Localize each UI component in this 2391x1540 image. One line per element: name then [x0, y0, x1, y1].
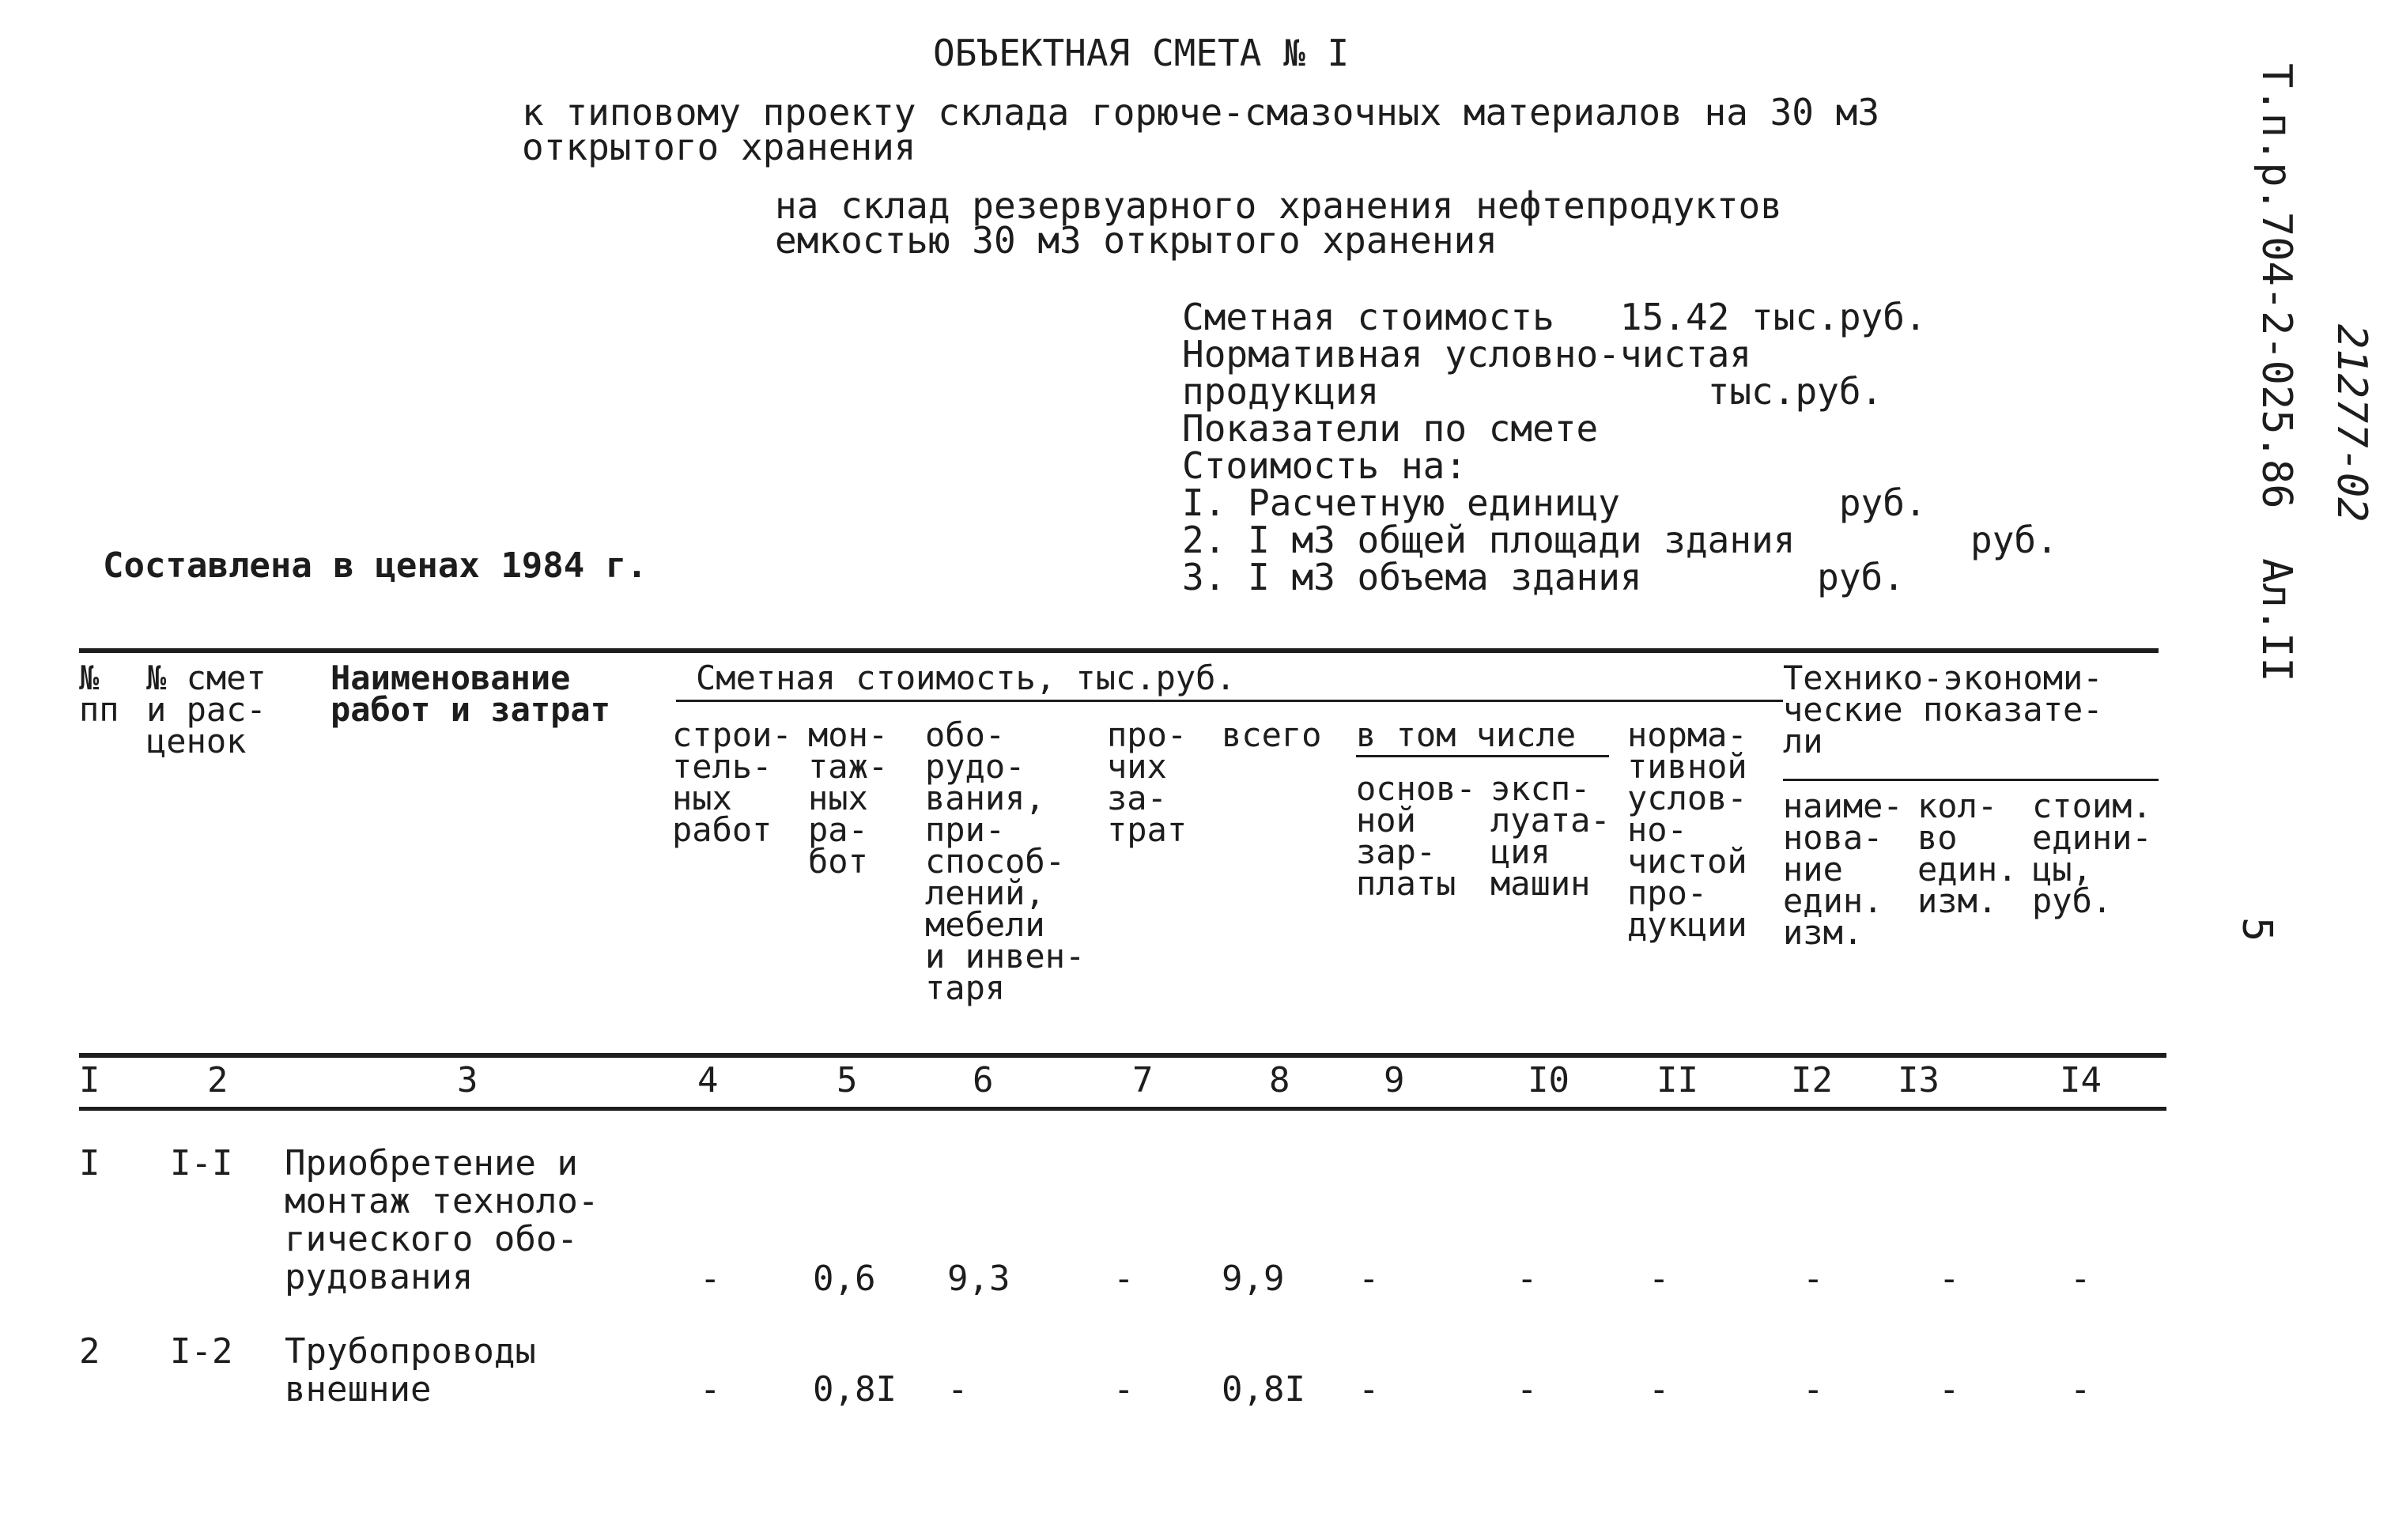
- col-number: 5: [837, 1060, 858, 1100]
- inventory-number: 21277-02: [2328, 324, 2375, 523]
- row2-number: 2: [79, 1331, 100, 1372]
- row1-c4: -: [700, 1259, 721, 1299]
- row2-c14: -: [2070, 1369, 2091, 1410]
- header-col-6: обо- рудо- вания, при- способ- лений, мебели и инвен- таря: [925, 715, 1086, 1007]
- prices-note: Составлена в ценах 1984 г.: [103, 545, 648, 586]
- row1-c9: -: [1358, 1259, 1380, 1299]
- row1-c8: 9,9: [1222, 1259, 1285, 1299]
- header-col-1: № пп: [79, 659, 119, 729]
- row2-c12: -: [1803, 1369, 1824, 1410]
- col-number: 2: [207, 1060, 229, 1100]
- header-col-10: эксп- луата- ция машин: [1490, 769, 1611, 903]
- col-number: I0: [1528, 1060, 1569, 1100]
- header-col-12: наиме- нова- ние един. изм.: [1783, 787, 1903, 952]
- header-col-14: стоим. едини- цы, руб.: [2032, 787, 2152, 920]
- col-number: 8: [1269, 1060, 1290, 1100]
- col-number: 9: [1384, 1060, 1405, 1100]
- row2-c5: 0,8I: [813, 1369, 897, 1410]
- row1-c6: 9,3: [947, 1259, 1010, 1299]
- row2-c4: -: [700, 1369, 721, 1410]
- row2-c7: -: [1113, 1369, 1135, 1410]
- header-col-7: про- чих за- трат: [1107, 715, 1188, 849]
- row1-c10: -: [1517, 1259, 1538, 1299]
- header-col-2: № смет и рас- ценок: [146, 659, 266, 761]
- page-number: 5: [2233, 917, 2280, 942]
- row1-number: I: [79, 1143, 100, 1183]
- table-top-rule: [79, 648, 2159, 653]
- col-number: I: [79, 1060, 100, 1100]
- header-col-9: основ- ной зар- платы: [1356, 769, 1476, 903]
- row1-c14: -: [2070, 1259, 2091, 1299]
- object-description: на склад резервуарного хранения нефтепродуктов емкостью 30 м3 открытого хранения: [775, 184, 1782, 262]
- document-subtitle: к типовому проекту склада горюче-смазочных материалов на 30 м3 открытого хранения: [522, 91, 1880, 168]
- col-numbers-rule: [79, 1107, 2166, 1111]
- header-col-8: всего: [1222, 715, 1322, 754]
- row1-code: I-I: [170, 1143, 233, 1183]
- header-group-incl: в том числе: [1356, 715, 1577, 754]
- header-col-13: кол- во един. изм.: [1917, 787, 2018, 920]
- row2-c6: -: [947, 1369, 969, 1410]
- row1-c7: -: [1113, 1259, 1135, 1299]
- header-bottom-rule: [79, 1053, 2166, 1058]
- row1-c11: -: [1649, 1259, 1670, 1299]
- document-title: ОБЪЕКТНАЯ СМЕТА № I: [933, 32, 1350, 74]
- col-number: I3: [1898, 1060, 1940, 1100]
- row2-name: Трубопроводы внешние: [285, 1331, 536, 1410]
- row2-code: I-2: [170, 1331, 233, 1372]
- header-group-tech: Технико-экономи- ческие показате- ли: [1783, 659, 2103, 761]
- row1-name: Приобретение и монтаж техноло- гического обо- рудования: [285, 1143, 599, 1297]
- col-number: II: [1656, 1060, 1698, 1100]
- col-number: 6: [973, 1060, 994, 1100]
- header-col-11: норма- тивной услов- но- чистой про- дукции: [1627, 715, 1747, 944]
- col-number: I4: [2060, 1060, 2102, 1100]
- col-number: 4: [697, 1060, 719, 1100]
- group-tech-underline: [1783, 779, 2159, 781]
- header-col-3: Наименование работ и затрат: [331, 659, 611, 729]
- row2-c10: -: [1517, 1369, 1538, 1410]
- group-incl-underline: [1356, 755, 1609, 757]
- row2-c11: -: [1649, 1369, 1670, 1410]
- group-cost-underline: [676, 700, 1783, 702]
- doc-code-stamp: Т.п.р.704-2-025.86 Ал.II: [2253, 63, 2300, 682]
- row1-c5: 0,6: [813, 1259, 876, 1299]
- col-number: 7: [1132, 1060, 1154, 1100]
- row2-c9: -: [1358, 1369, 1380, 1410]
- header-col-4: строи- тель- ных работ: [672, 715, 792, 849]
- row1-c13: -: [1939, 1259, 1960, 1299]
- col-number: 3: [457, 1060, 478, 1100]
- cost-summary: Сметная стоимость 15.42 тыс.руб. Нормативная условно-чистая продукция тыс.руб. Показатели по смете Стоимость на: I. Расчетную единицу руб. 2. I м3 общей площади здания руб. 3. I м3 объема здания руб.: [1182, 296, 2058, 598]
- row1-c12: -: [1803, 1259, 1824, 1299]
- header-group-cost: Сметная стоимость, тыс.руб.: [696, 659, 1236, 697]
- row2-c8: 0,8I: [1222, 1369, 1305, 1410]
- row2-c13: -: [1939, 1369, 1960, 1410]
- header-col-5: мон- таж- ных ра- бот: [808, 715, 889, 881]
- col-number: I2: [1791, 1060, 1833, 1100]
